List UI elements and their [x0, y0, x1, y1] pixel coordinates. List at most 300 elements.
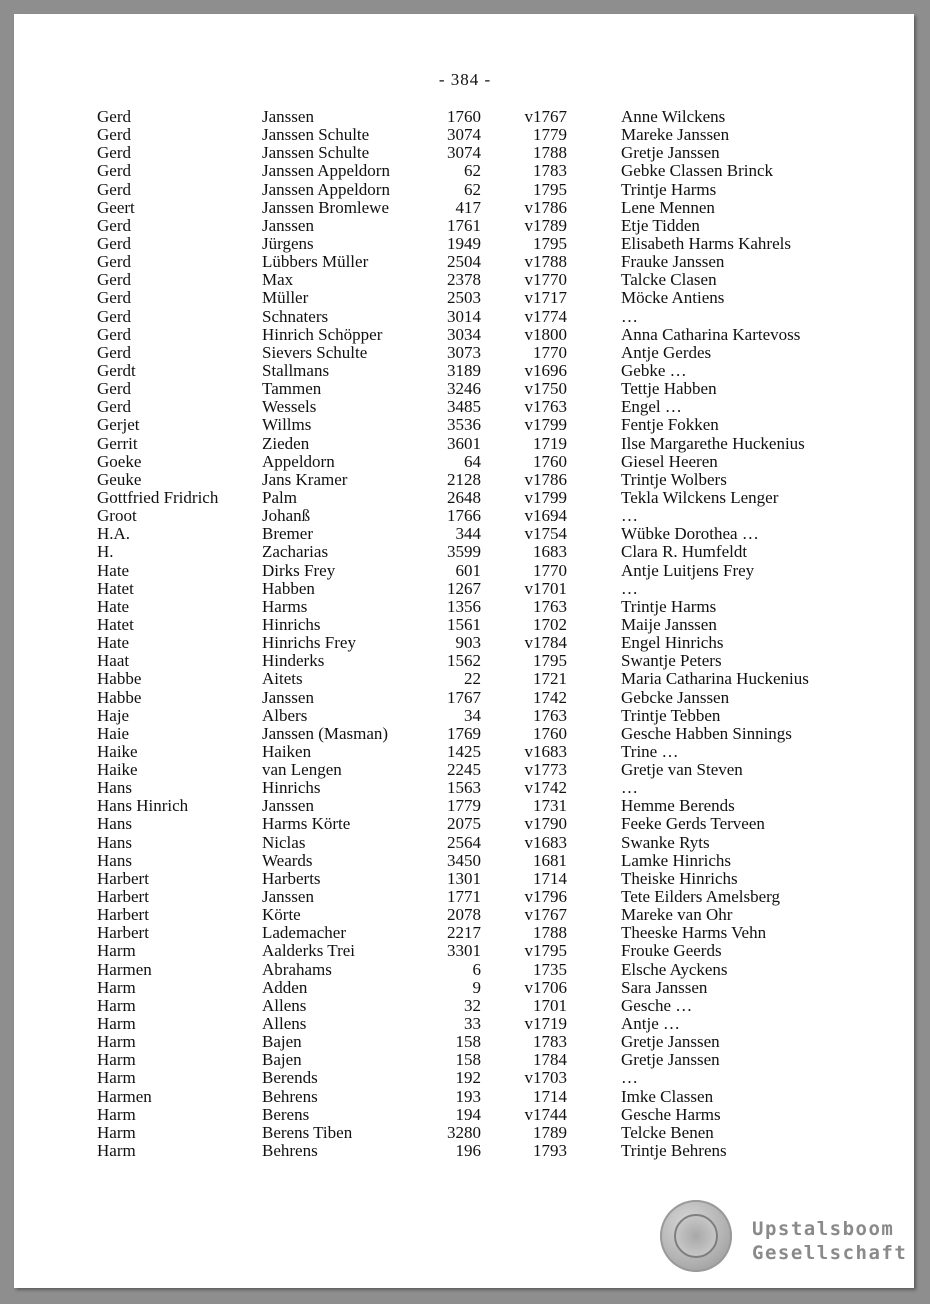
record-number: 3450 — [447, 850, 481, 870]
first-name: Gottfried Fridrich — [97, 487, 219, 507]
spouse-name: Anna Catharina Kartevoss — [621, 324, 801, 344]
register-row — [97, 362, 837, 380]
register-row — [97, 580, 837, 598]
first-name: H.A. — [97, 524, 131, 544]
first-name: Haie — [97, 723, 130, 743]
year: 1795 — [533, 233, 567, 253]
register-row — [97, 689, 837, 707]
last-name: Harms Körte — [262, 814, 351, 834]
spouse-name: Gesche Habben Sinnings — [621, 723, 792, 743]
record-number: 3280 — [447, 1122, 481, 1142]
last-name: Janssen — [262, 215, 314, 235]
first-name: Gerd — [97, 179, 131, 199]
register-row — [97, 1015, 837, 1033]
record-number: 3536 — [447, 415, 481, 435]
spouse-name: Mareke van Ohr — [621, 905, 733, 925]
first-name: Harm — [97, 1032, 136, 1052]
last-name: Dirks Frey — [262, 560, 336, 580]
year: v1696 — [524, 360, 567, 380]
spouse-name: Gebcke Janssen — [621, 687, 730, 707]
logo-text-line-1: Upstalsboom — [752, 1218, 895, 1240]
first-name: Gerd — [97, 252, 131, 272]
year: 1784 — [533, 1050, 567, 1070]
register-row — [97, 308, 837, 326]
record-number: 1949 — [447, 233, 481, 253]
record-number: 196 — [455, 1141, 481, 1161]
first-name: Harbert — [97, 887, 149, 907]
last-name: Harms — [262, 596, 308, 616]
first-name: Harm — [97, 1141, 136, 1161]
register-row — [97, 725, 837, 743]
spouse-name: Engel … — [621, 397, 682, 417]
register-row — [97, 1051, 837, 1069]
last-name: Harberts — [262, 868, 321, 888]
last-name: Janssen — [262, 887, 314, 907]
first-name: Gerd — [97, 288, 131, 308]
last-name: Lademacher — [262, 923, 346, 943]
record-number: 1769 — [447, 723, 481, 743]
last-name: Appeldorn — [262, 451, 335, 471]
register-row — [97, 852, 837, 870]
register-row — [97, 598, 837, 616]
spouse-name: Trintje Tebben — [621, 705, 721, 725]
upstalsboom-logo — [660, 1200, 908, 1275]
last-name: Körte — [262, 905, 301, 925]
register-row — [97, 344, 837, 362]
year: v1683 — [524, 741, 567, 761]
spouse-name: Trintje Harms — [621, 596, 717, 616]
first-name: Haike — [97, 760, 138, 780]
last-name: Behrens — [262, 1086, 318, 1106]
register-row — [97, 562, 837, 580]
last-name: Haiken — [262, 741, 312, 761]
spouse-name: Maije Janssen — [621, 614, 717, 634]
spouse-name: Theeske Harms Vehn — [621, 923, 767, 943]
year: v1789 — [524, 215, 567, 235]
record-number: 158 — [455, 1032, 481, 1052]
spouse-name: Ilse Margarethe Huckenius — [621, 433, 805, 453]
spouse-name: Tekla Wilckens Lenger — [621, 487, 779, 507]
register-row — [97, 652, 837, 670]
year: v1701 — [524, 578, 567, 598]
register-row — [97, 380, 837, 398]
spouse-name: … — [621, 306, 638, 326]
spouse-name: Etje Tidden — [621, 215, 700, 235]
year: v1742 — [524, 778, 567, 798]
spouse-name: Talcke Clasen — [621, 270, 717, 290]
record-number: 158 — [455, 1050, 481, 1070]
first-name: Hans Hinrich — [97, 796, 189, 816]
record-number: 903 — [455, 633, 481, 653]
first-name: Hans — [97, 778, 132, 798]
register-row — [97, 1142, 837, 1160]
year: v1717 — [524, 288, 567, 308]
last-name: Bajen — [262, 1050, 302, 1070]
spouse-name: Theiske Hinrichs — [621, 868, 738, 888]
spouse-name: Telcke Benen — [621, 1122, 714, 1142]
register-row — [97, 181, 837, 199]
record-number: 1779 — [447, 796, 481, 816]
year: v1754 — [524, 524, 567, 544]
record-number: 601 — [455, 560, 481, 580]
first-name: Harbert — [97, 905, 149, 925]
year: 1770 — [533, 560, 567, 580]
first-name: Harm — [97, 941, 136, 961]
year: 1721 — [533, 669, 567, 689]
record-number: 1766 — [447, 506, 481, 526]
last-name: Bajen — [262, 1032, 302, 1052]
last-name: Janssen — [262, 687, 314, 707]
register-row — [97, 1124, 837, 1142]
record-number: 193 — [455, 1086, 481, 1106]
seal-emblem-icon — [660, 1200, 732, 1272]
record-number: 3073 — [447, 342, 481, 362]
year: v1706 — [524, 977, 567, 997]
record-number: 62 — [464, 161, 481, 181]
last-name: Lübbers Müller — [262, 252, 369, 272]
last-name: Willms — [262, 415, 312, 435]
spouse-name: Anne Wilckens — [621, 107, 726, 126]
register-row — [97, 888, 837, 906]
record-number: 344 — [455, 524, 481, 544]
year: v1799 — [524, 415, 567, 435]
first-name: Harmen — [97, 959, 152, 979]
first-name: Harm — [97, 1050, 136, 1070]
record-number: 3601 — [447, 433, 481, 453]
spouse-name: Trine … — [621, 741, 679, 761]
first-name: H. — [97, 542, 114, 562]
year: 1770 — [533, 342, 567, 362]
last-name: Abrahams — [262, 959, 332, 979]
spouse-name: Swanke Ryts — [621, 832, 710, 852]
register-row — [97, 834, 837, 852]
first-name: Gerd — [97, 397, 131, 417]
register-row — [97, 398, 837, 416]
first-name: Harbert — [97, 868, 149, 888]
first-name: Gerd — [97, 324, 131, 344]
first-name: Gerd — [97, 143, 131, 163]
spouse-name: Gesche Harms — [621, 1104, 721, 1124]
last-name: Janssen Bromlewe — [262, 197, 390, 217]
record-number: 192 — [455, 1068, 481, 1088]
record-number: 1267 — [447, 578, 481, 598]
first-name: Gerd — [97, 342, 131, 362]
last-name: van Lengen — [262, 760, 342, 780]
year: 1760 — [533, 723, 567, 743]
spouse-name: Antje Luitjens Frey — [621, 560, 755, 580]
last-name: Janssen — [262, 796, 314, 816]
first-name: Gerd — [97, 215, 131, 235]
register-row — [97, 199, 837, 217]
spouse-name: Clara R. Humfeldt — [621, 542, 748, 562]
register-row — [97, 471, 837, 489]
year: 1701 — [533, 995, 567, 1015]
last-name: Allens — [262, 1014, 307, 1034]
first-name: Harm — [97, 995, 136, 1015]
last-name: Janssen Schulte — [262, 143, 370, 163]
year: 1783 — [533, 1032, 567, 1052]
last-name: Zieden — [262, 433, 310, 453]
year: 1714 — [533, 868, 567, 888]
register-row — [97, 797, 837, 815]
first-name: Gerd — [97, 306, 131, 326]
spouse-name: Lene Mennen — [621, 197, 715, 217]
spouse-name: Trintje Harms — [621, 179, 717, 199]
first-name: Harm — [97, 1014, 136, 1034]
last-name: Berens — [262, 1104, 310, 1124]
record-number: 2217 — [447, 923, 481, 943]
last-name: Allens — [262, 995, 307, 1015]
register-row — [97, 126, 837, 144]
year: v1694 — [524, 506, 567, 526]
year: 1681 — [533, 850, 567, 870]
year: v1795 — [524, 941, 567, 961]
spouse-name: Trintje Behrens — [621, 1141, 727, 1161]
first-name: Harmen — [97, 1086, 152, 1106]
marriage-register-list — [97, 108, 837, 1160]
record-number: 3301 — [447, 941, 481, 961]
record-number: 9 — [472, 977, 481, 997]
first-name: Gerd — [97, 161, 131, 181]
year: v1767 — [524, 107, 567, 126]
first-name: Hate — [97, 596, 130, 616]
last-name: Zacharias — [262, 542, 329, 562]
register-row — [97, 815, 837, 833]
year: 1742 — [533, 687, 567, 707]
register-row — [97, 1106, 837, 1124]
register-row — [97, 253, 837, 271]
year: 1760 — [533, 451, 567, 471]
logo-text-line-2: Gesellschaft — [752, 1242, 908, 1264]
record-number: 1767 — [447, 687, 481, 707]
first-name: Hans — [97, 832, 132, 852]
year: v1784 — [524, 633, 567, 653]
year: 1731 — [533, 796, 567, 816]
register-row — [97, 616, 837, 634]
register-row — [97, 634, 837, 652]
last-name: Wessels — [262, 397, 317, 417]
last-name: Behrens — [262, 1141, 318, 1161]
last-name: Janssen Appeldorn — [262, 161, 390, 181]
first-name: Hate — [97, 560, 130, 580]
register-row — [97, 507, 837, 525]
last-name: Habben — [262, 578, 315, 598]
record-number: 1761 — [447, 215, 481, 235]
register-row — [97, 326, 837, 344]
spouse-name: Frauke Janssen — [621, 252, 725, 272]
spouse-name: … — [621, 778, 638, 798]
page-number: - 384 - — [438, 70, 492, 89]
year: 1714 — [533, 1086, 567, 1106]
record-number: 3246 — [447, 379, 481, 399]
year: 1763 — [533, 705, 567, 725]
spouse-name: Frouke Geerds — [621, 941, 722, 961]
spouse-name: Antje … — [621, 1014, 681, 1034]
year: v1703 — [524, 1068, 567, 1088]
first-name: Hatet — [97, 578, 134, 598]
year: v1774 — [524, 306, 567, 326]
first-name: Haje — [97, 705, 130, 725]
first-name: Gerd — [97, 233, 131, 253]
first-name: Habbe — [97, 687, 142, 707]
year: v1767 — [524, 905, 567, 925]
record-number: 34 — [464, 705, 481, 725]
record-number: 2075 — [447, 814, 481, 834]
year: 1683 — [533, 542, 567, 562]
last-name: Schnaters — [262, 306, 329, 326]
first-name: Harm — [97, 1068, 136, 1088]
spouse-name: Gretje Janssen — [621, 143, 720, 163]
year: 1788 — [533, 143, 567, 163]
year: 1795 — [533, 179, 567, 199]
year: v1799 — [524, 487, 567, 507]
record-number: 1760 — [447, 107, 481, 126]
record-number: 2378 — [447, 270, 481, 290]
last-name: Berens Tiben — [262, 1122, 353, 1142]
spouse-name: Trintje Wolbers — [621, 469, 727, 489]
register-row — [97, 779, 837, 797]
spouse-name: Fentje Fokken — [621, 415, 719, 435]
record-number: 2128 — [447, 469, 481, 489]
spouse-name: Wübke Dorothea … — [621, 524, 759, 544]
last-name: Max — [262, 270, 294, 290]
spouse-name: Hemme Berends — [621, 796, 735, 816]
year: v1763 — [524, 397, 567, 417]
record-number: 3074 — [447, 125, 481, 145]
first-name: Goeke — [97, 451, 142, 471]
last-name: Müller — [262, 288, 309, 308]
year: v1796 — [524, 887, 567, 907]
first-name: Hans — [97, 814, 132, 834]
spouse-name: Antje Gerdes — [621, 342, 712, 362]
register-row — [97, 453, 837, 471]
year: 1763 — [533, 596, 567, 616]
spouse-name: Giesel Heeren — [621, 451, 718, 471]
year: v1790 — [524, 814, 567, 834]
spouse-name: Gebke Classen Brinck — [621, 161, 774, 181]
spouse-name: Swantje Peters — [621, 651, 722, 671]
first-name: Hans — [97, 850, 132, 870]
spouse-name: Elisabeth Harms Kahrels — [621, 233, 791, 253]
first-name: Geuke — [97, 469, 142, 489]
record-number: 6 — [472, 959, 481, 979]
last-name: Hinrichs — [262, 778, 321, 798]
year: v1773 — [524, 760, 567, 780]
first-name: Gerjet — [97, 415, 140, 435]
spouse-name: … — [621, 1068, 638, 1088]
record-number: 2504 — [447, 252, 481, 272]
register-row — [97, 543, 837, 561]
year: v1786 — [524, 197, 567, 217]
register-row — [97, 162, 837, 180]
year: 1779 — [533, 125, 567, 145]
spouse-name: Engel Hinrichs — [621, 633, 724, 653]
register-row — [97, 1088, 837, 1106]
register-row — [97, 416, 837, 434]
spouse-name: Tettje Habben — [621, 379, 717, 399]
year: 1788 — [533, 923, 567, 943]
spouse-name: Elsche Ayckens — [621, 959, 728, 979]
last-name: Tammen — [262, 379, 322, 399]
register-row — [97, 435, 837, 453]
first-name: Habbe — [97, 669, 142, 689]
register-row — [97, 906, 837, 924]
first-name: Harm — [97, 1122, 136, 1142]
register-row — [97, 997, 837, 1015]
year: v1719 — [524, 1014, 567, 1034]
record-number: 1425 — [447, 741, 481, 761]
register-row — [97, 144, 837, 162]
last-name: Jürgens — [262, 233, 314, 253]
register-row — [97, 271, 837, 289]
last-name: Weards — [262, 850, 313, 870]
record-number: 33 — [464, 1014, 481, 1034]
first-name: Groot — [97, 506, 137, 526]
last-name: Sievers Schulte — [262, 342, 368, 362]
record-number: 1561 — [447, 614, 481, 634]
first-name: Gerd — [97, 379, 131, 399]
register-row — [97, 961, 837, 979]
spouse-name: Feeke Gerds Terveen — [621, 814, 765, 834]
year: v1750 — [524, 379, 567, 399]
year: 1793 — [533, 1141, 567, 1161]
record-number: 3074 — [447, 143, 481, 163]
year: 1735 — [533, 959, 567, 979]
register-row — [97, 489, 837, 507]
register-row — [97, 108, 837, 126]
last-name: Johanß — [262, 506, 311, 526]
first-name: Hate — [97, 633, 130, 653]
register-row — [97, 1033, 837, 1051]
first-name: Harbert — [97, 923, 149, 943]
spouse-name: Tete Eilders Amelsberg — [621, 887, 781, 907]
register-row — [97, 707, 837, 725]
record-number: 2078 — [447, 905, 481, 925]
last-name: Janssen Appeldorn — [262, 179, 390, 199]
last-name: Hinrich Schöpper — [262, 324, 383, 344]
record-number: 2648 — [447, 487, 481, 507]
record-number: 417 — [455, 197, 481, 217]
last-name: Janssen (Masman) — [262, 723, 389, 743]
record-number: 3014 — [447, 306, 481, 326]
year: v1800 — [524, 324, 567, 344]
year: 1795 — [533, 651, 567, 671]
last-name: Stallmans — [262, 360, 330, 380]
register-row — [97, 979, 837, 997]
first-name: Haike — [97, 741, 138, 761]
record-number: 194 — [455, 1104, 481, 1124]
year: 1702 — [533, 614, 567, 634]
record-number: 3485 — [447, 397, 481, 417]
year: 1789 — [533, 1122, 567, 1142]
first-name: Haat — [97, 651, 130, 671]
record-number: 62 — [464, 179, 481, 199]
register-row — [97, 761, 837, 779]
spouse-name: … — [621, 506, 638, 526]
spouse-name: Gretje van Steven — [621, 760, 743, 780]
last-name: Albers — [262, 705, 308, 725]
record-number: 22 — [464, 669, 481, 689]
spouse-name: Sara Janssen — [621, 977, 708, 997]
spouse-name: Lamke Hinrichs — [621, 850, 731, 870]
record-number: 1562 — [447, 651, 481, 671]
first-name: Harm — [97, 1104, 136, 1124]
record-number: 1563 — [447, 778, 481, 798]
register-row — [97, 289, 837, 307]
register-row — [97, 670, 837, 688]
spouse-name: Gretje Janssen — [621, 1050, 720, 1070]
last-name: Berends — [262, 1068, 318, 1088]
